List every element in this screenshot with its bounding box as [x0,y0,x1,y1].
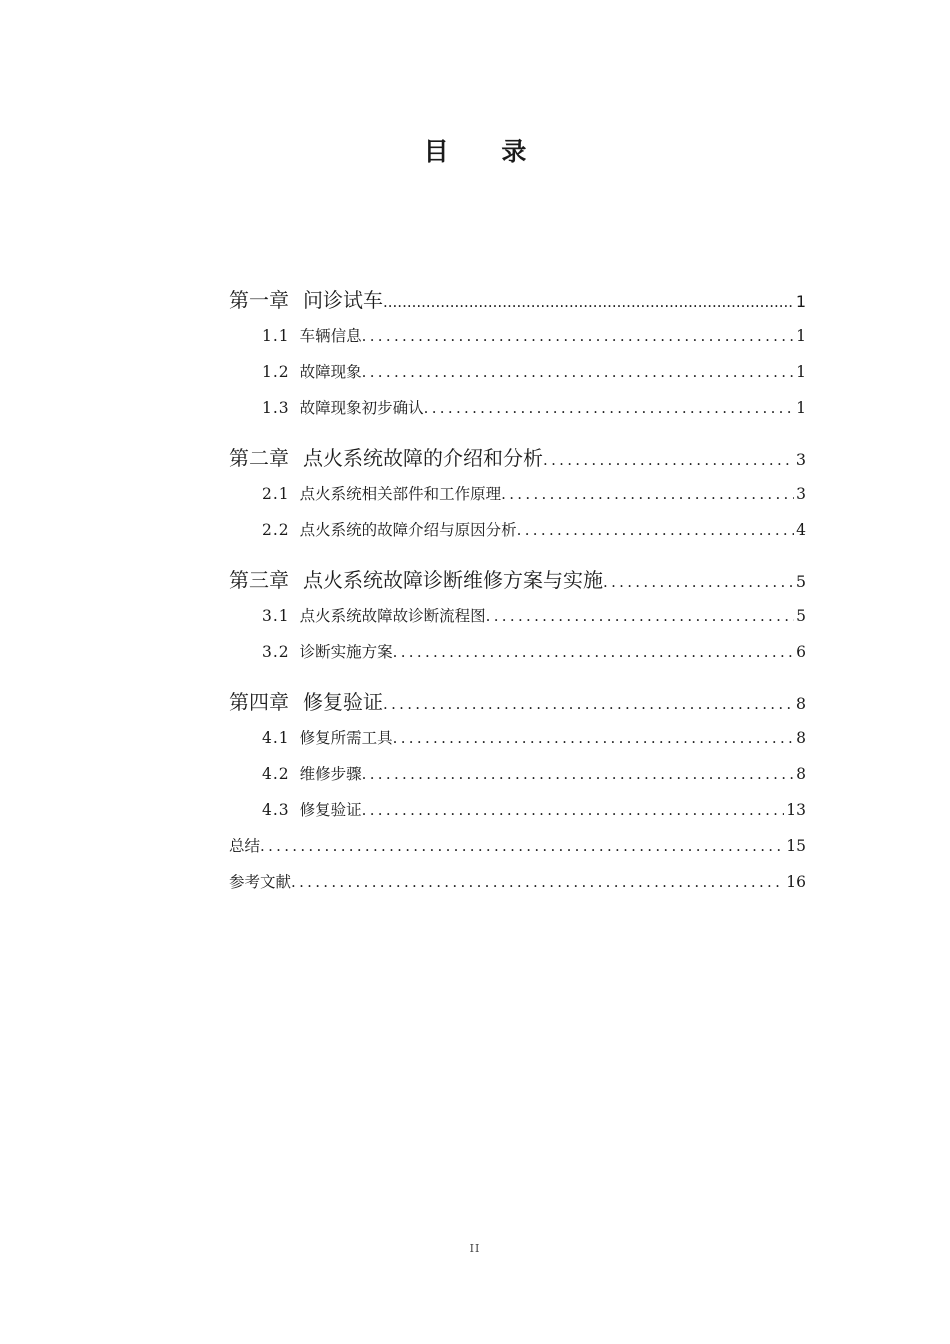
dot-leader [383,284,794,318]
page-number: 3 [795,450,806,469]
dot-leader [393,634,794,670]
dot-leader [362,318,794,354]
dot-leader [517,512,794,548]
section-number: 1.3 [262,399,290,417]
section-title: 维修步骤 [299,765,362,783]
toc-section-3-2[interactable] [229,634,806,670]
toc-section-1-3[interactable] [229,390,806,426]
section-number: 3.2 [262,643,290,661]
page-number: 13 [786,801,806,819]
chapter-number: 第一章 [229,288,289,312]
references-title: 参考文献 [229,873,292,891]
toc-section-2-1[interactable] [229,476,806,512]
toc-section-1-1[interactable] [229,318,806,354]
toc-chapter-1[interactable] [229,282,806,318]
page-number: 16 [786,873,806,891]
chapter-number: 第四章 [229,690,289,714]
toc-section-4-3[interactable] [229,792,806,828]
toc-section-3-1[interactable] [229,598,806,634]
page-number: 5 [796,607,806,625]
dot-leader [362,756,794,792]
dot-leader [362,792,785,828]
page-number: 1 [796,399,806,417]
chapter-number: 第二章 [229,446,289,470]
dot-leader [603,564,794,598]
section-number: 1.1 [262,327,290,345]
table-of-contents [229,282,806,900]
chapter-title: 修复验证 [303,690,383,714]
section-title: 点火系统故障故诊断流程图 [299,607,486,625]
chapter-title: 问诊试车 [303,288,383,312]
toc-chapter-3[interactable] [229,562,806,598]
toc-chapter-2[interactable] [229,440,806,476]
section-title: 诊断实施方案 [299,643,393,661]
dot-leader [383,686,794,720]
toc-section-4-2[interactable] [229,756,806,792]
dot-leader [486,598,794,634]
section-title: 修复所需工具 [299,729,393,747]
section-number: 4.3 [262,801,290,819]
page-number: 15 [786,837,806,855]
section-title: 故障现象 [299,363,362,381]
toc-section-4-1[interactable] [229,720,806,756]
dot-leader [393,720,794,756]
page-number: 5 [795,572,806,591]
page-number: 6 [796,643,806,661]
section-number: 3.1 [262,607,290,625]
toc-chapter-4[interactable] [229,684,806,720]
page-number: 1 [796,363,806,381]
page-number: 8 [796,765,806,783]
page-number: 1 [795,292,806,311]
section-number: 4.1 [262,729,290,747]
page-number: 8 [795,694,806,713]
chapter-number: 第三章 [229,568,289,592]
section-number: 2.2 [262,521,290,539]
dot-leader [362,354,794,390]
page-number: 3 [796,485,806,503]
dot-leader [291,864,784,900]
dot-leader [543,442,794,476]
toc-references[interactable] [229,864,806,900]
page-title: 目 录 [423,137,549,166]
section-number: 1.2 [262,363,290,381]
dot-leader [501,476,794,512]
summary-title: 总结 [229,837,261,855]
footer-page-number: II [469,1242,481,1255]
section-title: 车辆信息 [299,327,362,345]
section-title: 点火系统的故障介绍与原因分析 [299,521,517,539]
page-number: 8 [796,729,806,747]
toc-summary[interactable] [229,828,806,864]
page-number: 1 [796,327,806,345]
dot-leader [424,390,794,426]
chapter-title: 点火系统故障诊断维修方案与实施 [303,568,603,592]
section-title: 点火系统相关部件和工作原理 [299,485,502,503]
dot-leader [260,828,784,864]
chapter-title: 点火系统故障的介绍和分析 [303,446,543,470]
section-title: 故障现象初步确认 [299,399,424,417]
section-title: 修复验证 [299,801,362,819]
section-number: 4.2 [262,765,290,783]
toc-section-1-2[interactable] [229,354,806,390]
section-number: 2.1 [262,485,290,503]
toc-section-2-2[interactable] [229,512,806,548]
page-number: 4 [796,521,806,539]
